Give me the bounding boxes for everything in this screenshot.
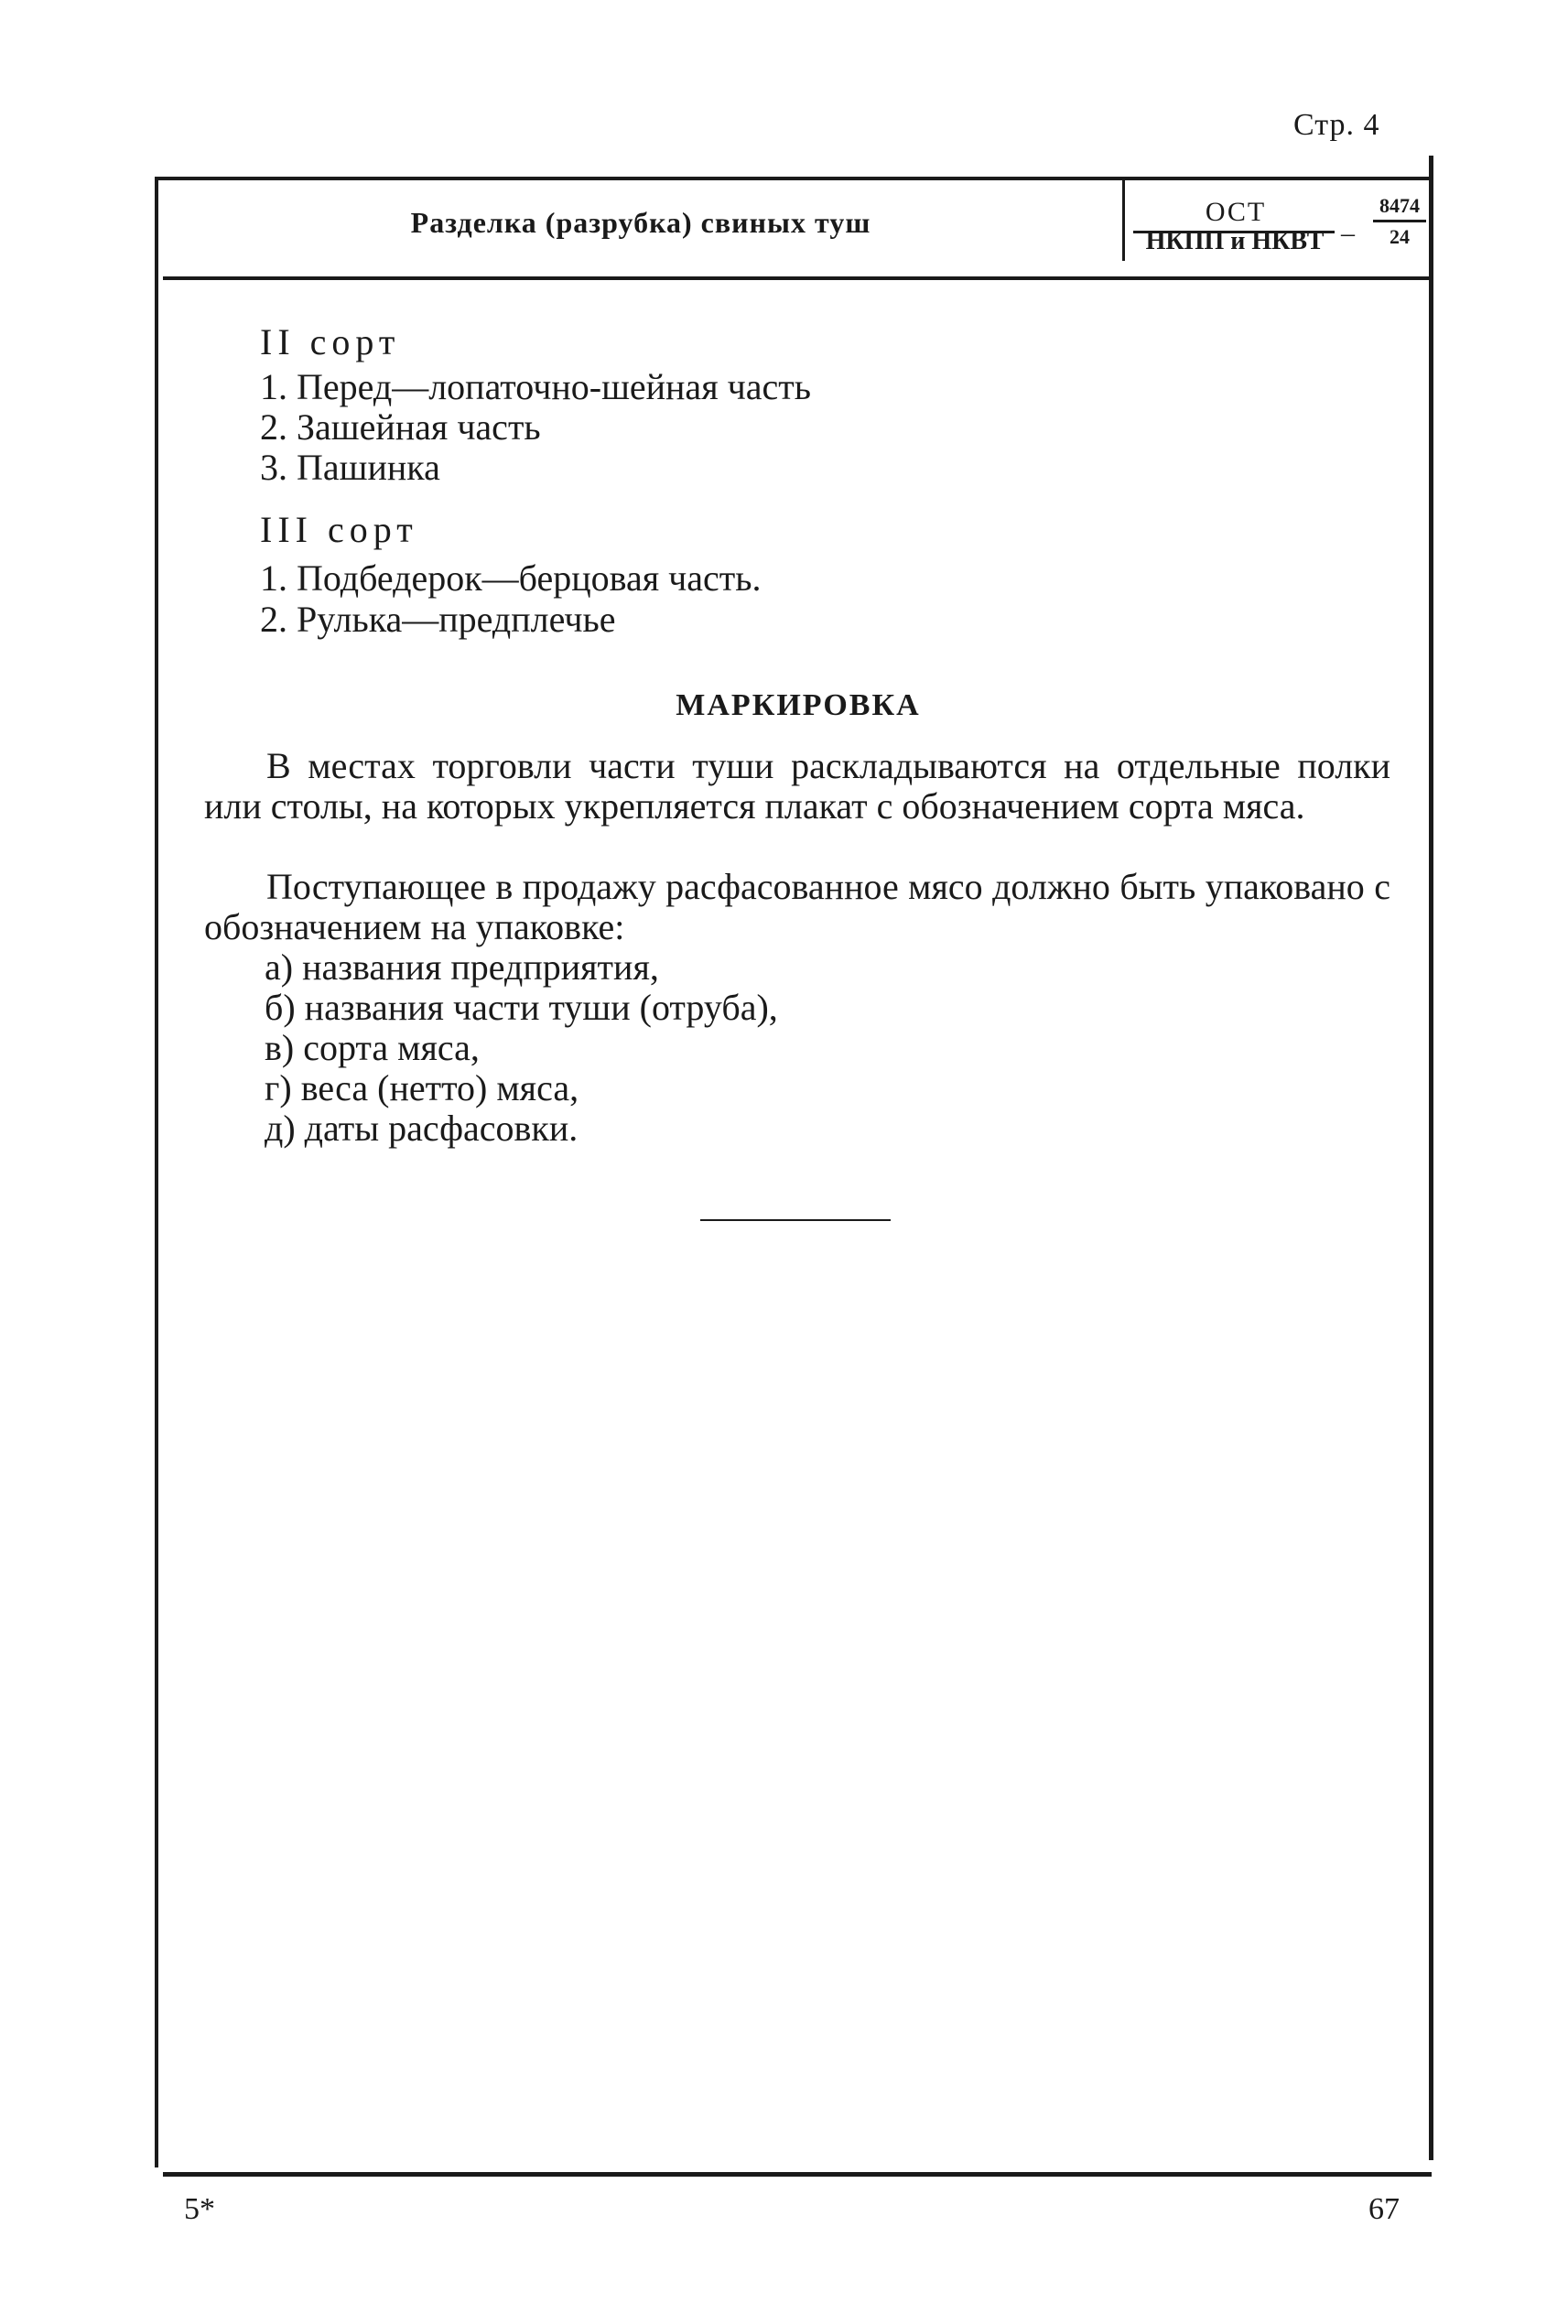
footer-signature: 5*: [184, 2192, 215, 2226]
grade-2-item: 2. Зашейная часть: [260, 406, 541, 448]
standard-code-top: 8474: [1379, 194, 1420, 217]
page-number: 67: [1368, 2192, 1400, 2226]
marking-list-item: д) даты расфасовки.: [265, 1108, 579, 1149]
standard-denominator: НКПП и НКВТ: [1145, 227, 1325, 255]
marking-paragraph-1: В местах торговли части туши раскладываются на отдельные полки или столы, на которых укрепляется плакат с обозначением сорта мяса.: [204, 745, 1390, 827]
marking-paragraph-2: Поступающее в продажу расфасованное мясо должно быть упаковано с обозначением на упаковке:: [204, 866, 1390, 947]
marking-list-item: а) названия предприятия,: [265, 946, 659, 988]
standard-code-bar: [1373, 220, 1426, 222]
grade-3-title: III сорт: [260, 509, 418, 550]
frame-right-rule: [1429, 156, 1433, 2160]
section-heading: МАРКИРОВКА: [676, 688, 921, 722]
grade-2-title: II сорт: [260, 321, 401, 362]
frame-left-rule: [155, 177, 158, 2167]
marking-list-item: в) сорта мяса,: [265, 1027, 480, 1068]
end-rule: [700, 1219, 891, 1221]
grade-3-item: 2. Рулька—предплечье: [260, 599, 616, 640]
grade-2-item: 1. Перед—лопаточно-шейная часть: [260, 366, 811, 407]
document-title: Разделка (разрубка) свиных туш: [410, 206, 871, 239]
standard-dash: –: [1341, 218, 1355, 248]
standard-code-bottom: 24: [1390, 225, 1410, 248]
header-divider: [1122, 177, 1125, 261]
marking-list-item: б) названия части туши (отруба),: [265, 987, 778, 1028]
frame-top-rule: [157, 177, 1430, 180]
standard-numerator: ОСТ: [1205, 197, 1267, 227]
grade-2-item: 3. Пашинка: [260, 447, 440, 488]
header-bottom-rule: [163, 276, 1430, 280]
grade-3-item: 1. Подбедерок—берцовая часть.: [260, 557, 762, 599]
page-label: Стр. 4: [1293, 108, 1380, 142]
marking-list-item: г) веса (нетто) мяса,: [265, 1067, 579, 1108]
frame-bottom-rule: [163, 2172, 1432, 2177]
